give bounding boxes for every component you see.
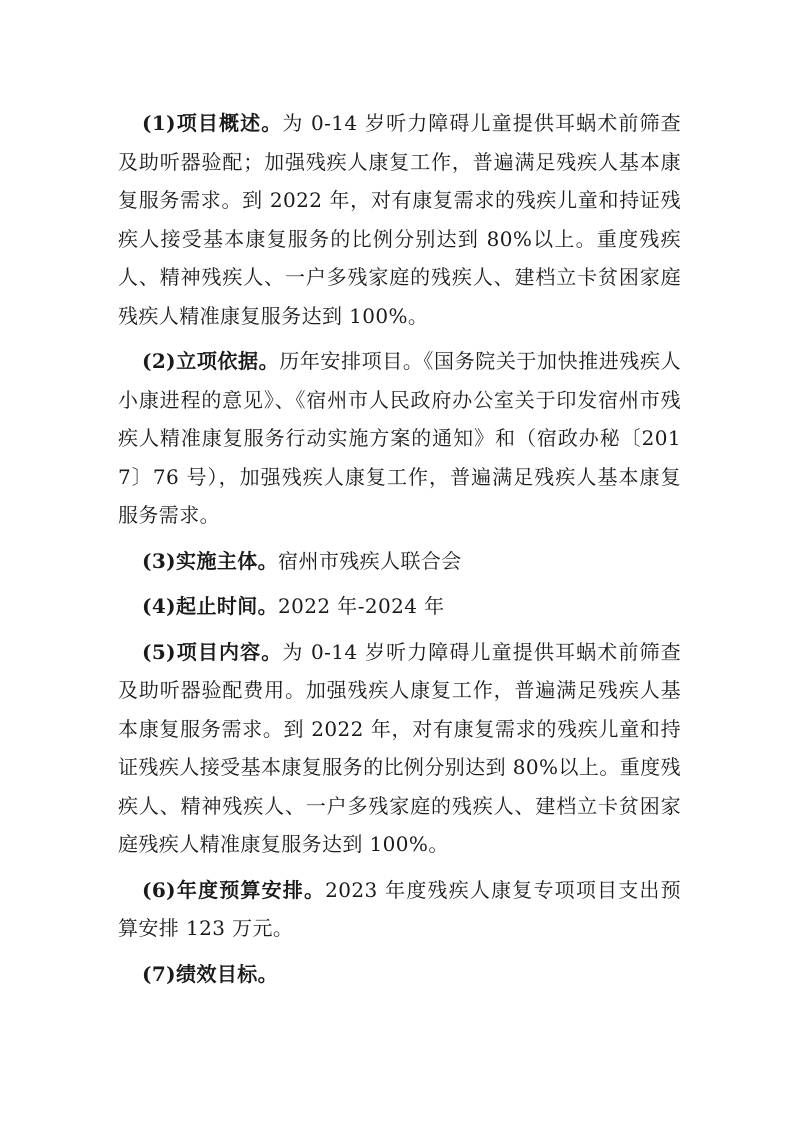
section-annual-budget xyxy=(118,871,681,948)
section-body: 历年安排项目。《国务院关于加快推进残疾人小康进程的意见》、《宿州市人民政府办公室关于印发宿州市残疾人精准康复服务行动实施方案的通知》和（宿政办秘〔2017〕76 号），加强残疾人康复工作，普遍满足残疾人基本康复服务需求。 xyxy=(118,349,681,527)
section-heading: (5)项目内容。 xyxy=(142,639,283,664)
section-body: 2022 年-2024 年 xyxy=(278,594,445,618)
section-heading: (2)立项依据。 xyxy=(142,349,280,373)
section-body: 为 0-14 岁听力障碍儿童提供耳蜗术前筛查及助听器验配费用。加强残疾人康复工作，普遍满足残疾人基本康复服务需求。到 2022 年，对有康复需求的残疾儿童和持证残疾人接受基本康复服务的比例分别达到 80%以上。重度残疾人、精神残疾人、一户多残家庭的残疾人、建档立卡贫困家庭残疾人精准康复服务达到 100%。 xyxy=(118,639,682,856)
section-body: 为 0-14 岁听力障碍儿童提供耳蜗术前筛查及助听器验配；加强残疾人康复工作，普遍满足残疾人基本康复服务需求。到 2022 年，对有康复需求的残疾儿童和持证残疾人接受基本康复服务的比例分别达到 80%以上。重度残疾人、精神残疾人、一户多残家庭的残疾人、建档立卡贫困家庭残疾人精准康复服务达到 100%。 xyxy=(118,111,682,328)
section-body: 宿州市残疾人联合会 xyxy=(278,548,462,573)
section-heading: (3)实施主体。 xyxy=(142,548,279,573)
section-heading: (6)年度预算安排。 xyxy=(142,877,326,902)
section-body: 2023 年度残疾人康复专项项目支出预算安排 123 万元。 xyxy=(118,877,682,940)
section-heading: (1)项目概述。 xyxy=(142,111,283,135)
section-project-basis xyxy=(118,342,681,535)
section-implementing-body xyxy=(118,542,681,581)
section-project-overview xyxy=(118,104,681,335)
section-project-content xyxy=(118,633,681,864)
section-heading: (7)绩效目标。 xyxy=(142,961,279,986)
section-heading: (4)起止时间。 xyxy=(142,594,279,618)
section-time-period xyxy=(118,587,681,626)
section-performance-goals xyxy=(118,955,681,994)
